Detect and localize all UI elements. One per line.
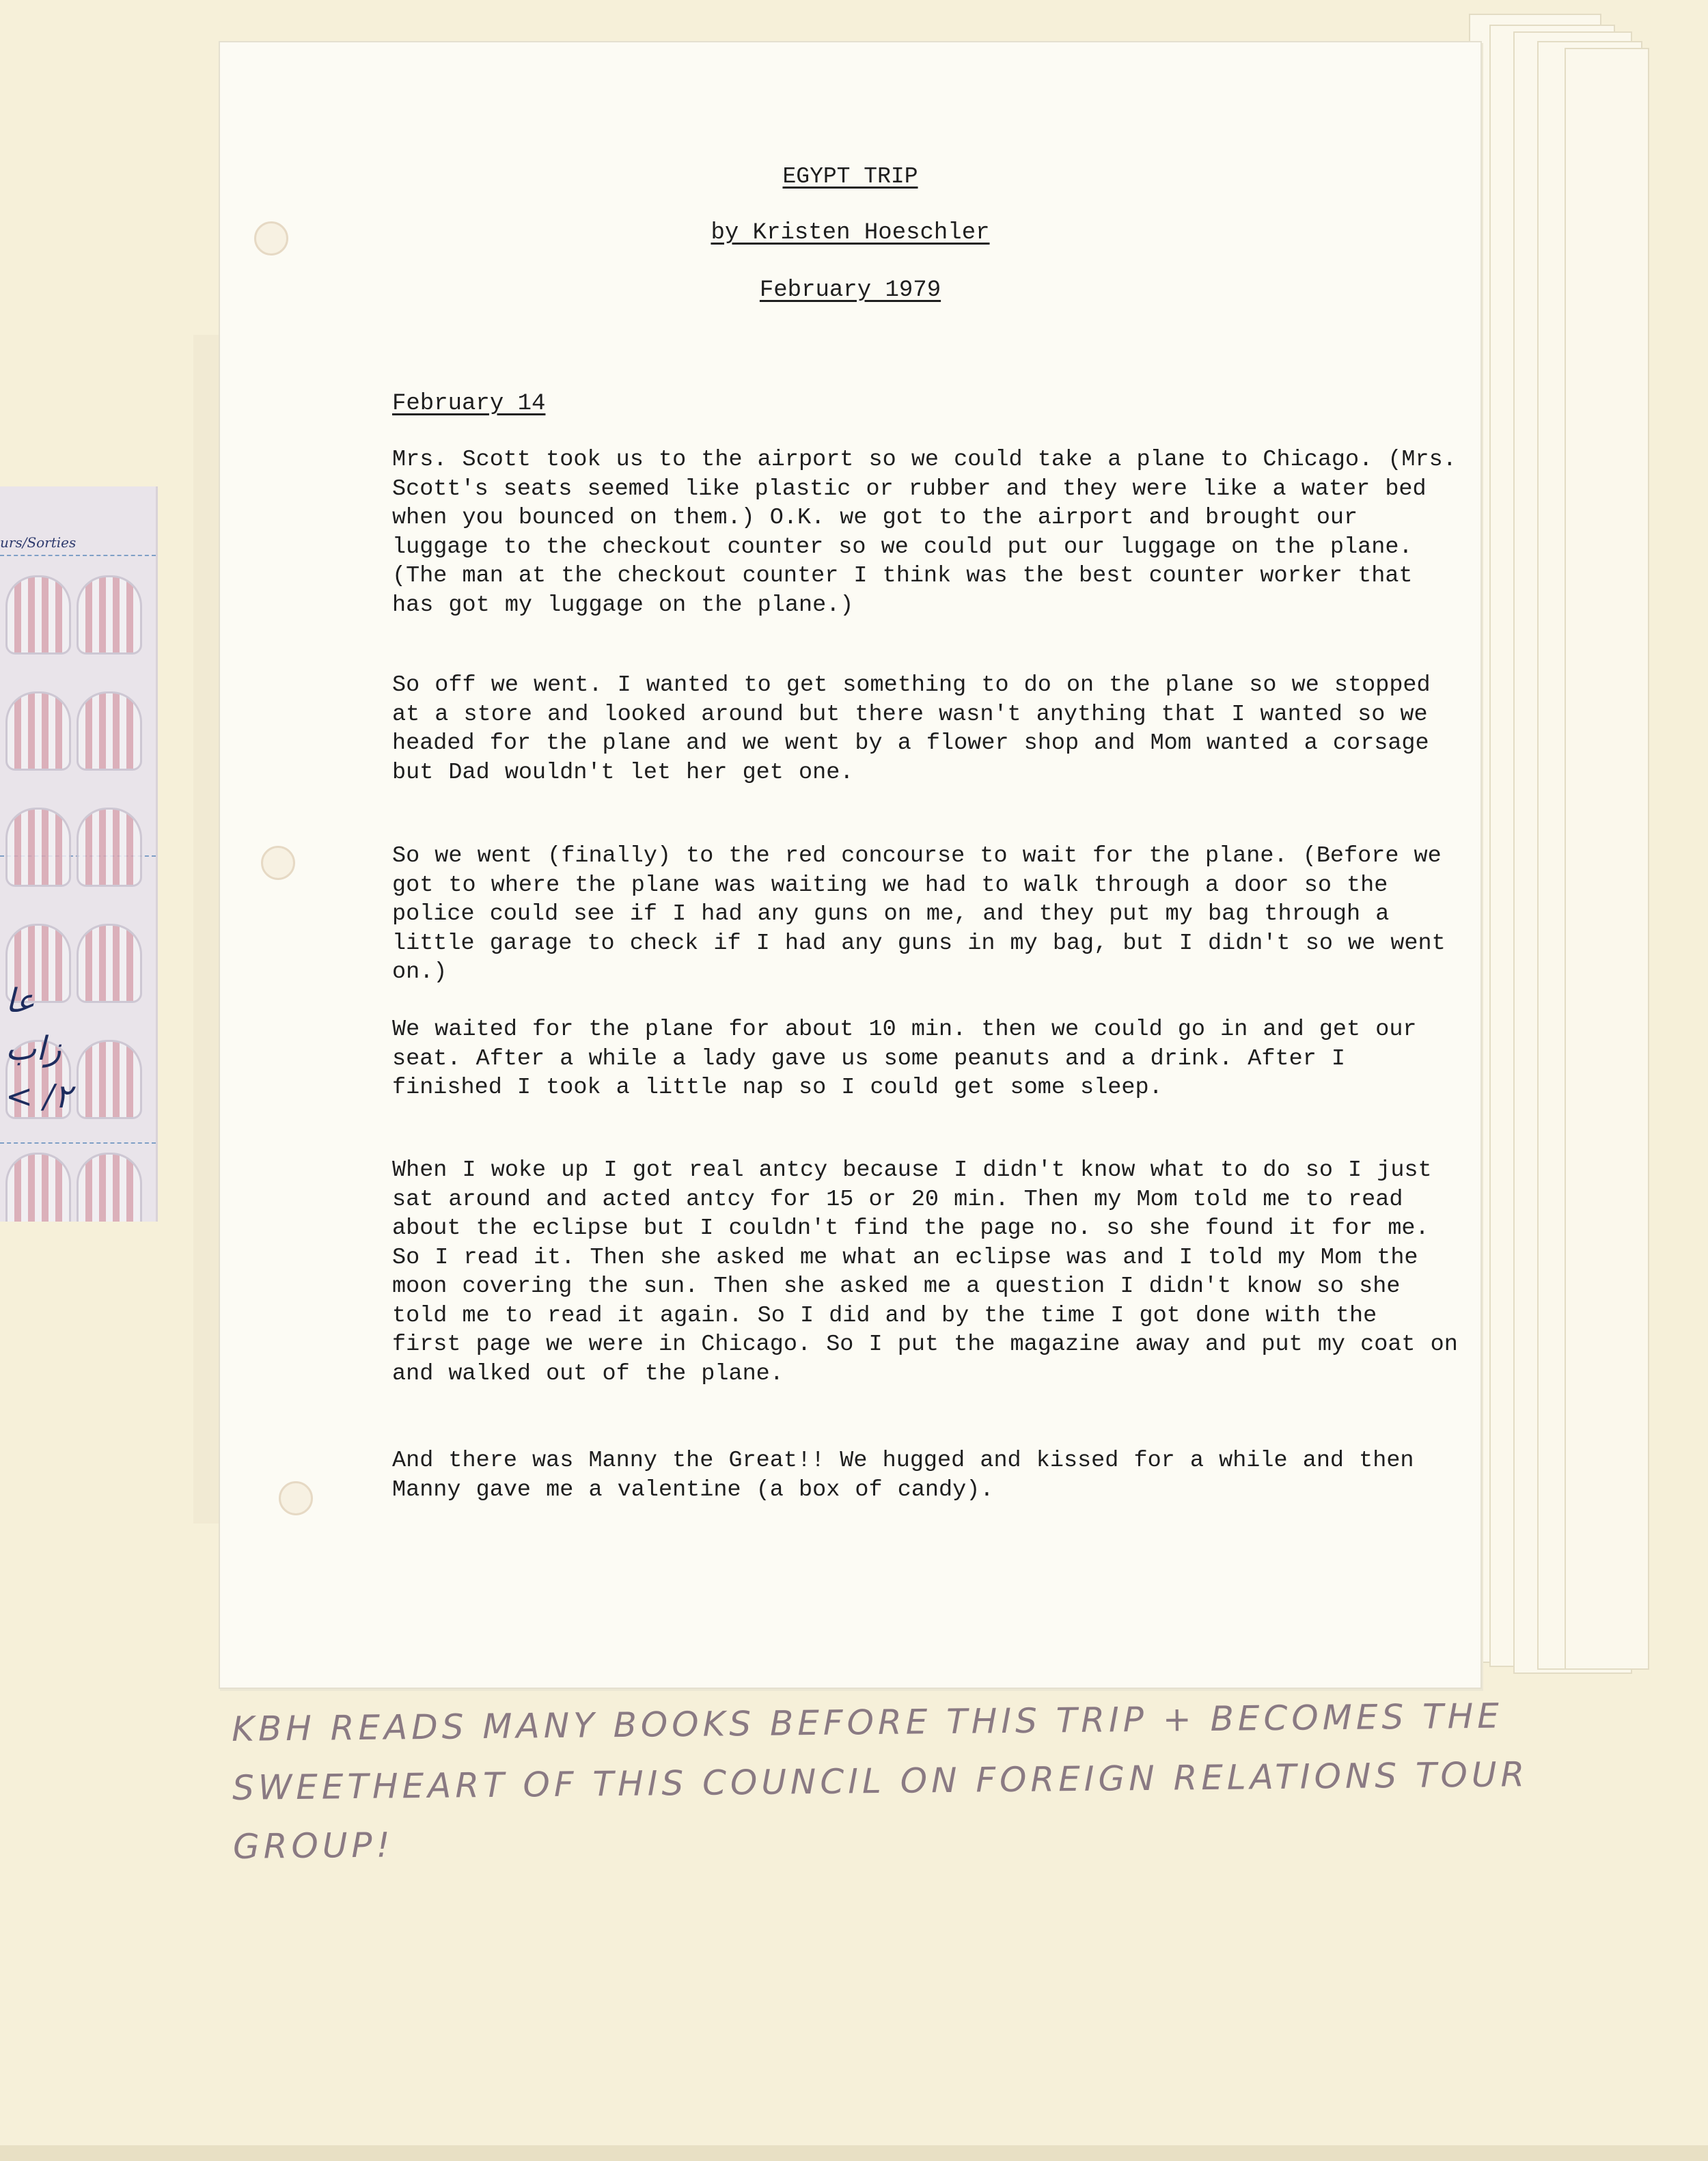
document-byline (220, 220, 1480, 246)
stamp-handwriting-line: < /٢ (5, 1077, 72, 1116)
paragraph: We waited for the plane for about 10 min. then we could go in and get our seat. After a while a lady gave us some peanuts and a drink. After I finished I took a little nap so I could get some sleep. (392, 1017, 1417, 1101)
stamp-perforation (0, 1142, 156, 1144)
liberty-bell-stamp-icon (77, 575, 142, 655)
liberty-bell-stamp-icon (77, 691, 142, 771)
paragraph: When I woke up I got real antcy because I didn't know what to do so I just sat around and acted antcy for 15 or 20 min. Then my Mom told me to read about the eclipse but I couldn't find the page no. so she found it for me. So I read it. Then she asked me what an eclipse was and I told my Mom the moon covering the sun. Then she asked me a question I didn't know so she told me to read it again. So I did and by the time I got done with the first page we were in Chicago. So I put the magazine away and put my coat on and walked out of the plane. (392, 1157, 1458, 1387)
document-title (220, 164, 1480, 189)
liberty-bell-stamp-icon (5, 808, 71, 887)
liberty-bell-stamp-icon (5, 575, 71, 655)
punch-hole-icon (261, 846, 295, 880)
document-title-text: EGYPT TRIP (782, 164, 918, 189)
paragraph: So we went (finally) to the red concourse to wait for the plane. (Before we got to where the plane was waiting we had to walk through a door so the police could see if I had any guns on me, and they put my bag through a little garage to check if I had any guns in my bag, but I didn't so we went on.) (392, 843, 1446, 985)
bottom-edge (0, 2145, 1708, 2161)
paragraph: And there was Manny the Great!! We hugged and kissed for a while and then Manny gave me a valentine (a box of candy). (392, 1448, 1414, 1503)
typed-page (219, 41, 1482, 1689)
liberty-bell-stamp-icon (5, 1153, 71, 1222)
document-date-text: February 1979 (759, 277, 941, 303)
handwritten-note: KBH READS MANY BOOKS BEFORE THIS TRIP + BECOMES THE SWEETHEART OF THIS COUNCIL ON FOREIGN RELATIONS TOUR GROUP! (231, 1696, 1529, 1867)
document-date (220, 277, 1480, 303)
entry-date: February 14 (392, 391, 546, 417)
paragraph: Mrs. Scott took us to the airport so we could take a plane to Chicago. (Mrs. Scott's seats seemed like plastic or rubber and they were like a water bed when you bounced on them.) O.K. we got to the airport and brought our luggage to the checkout counter so we could put our luggage on the plane. (The man at the checkout counter I think was the best counter worker that has got my luggage on the plane.) (392, 447, 1457, 618)
liberty-bell-stamp-icon (77, 1153, 142, 1222)
punch-hole-icon (279, 1481, 313, 1515)
liberty-bell-stamp-icon (5, 691, 71, 771)
stamp-handwriting-line: عا (5, 982, 36, 1020)
stamp-handwriting (5, 977, 142, 1120)
liberty-bell-stamp-icon (77, 808, 142, 887)
stamp-sheet-label: urs/Sorties (0, 534, 77, 551)
paragraph: So off we went. I wanted to get something to do on the plane so we stopped at a store and looked around but there wasn't anything that I wanted so we headed for the plane and we went by a flower shop and Mom wanted a corsage but Dad wouldn't let her get one. (392, 672, 1431, 786)
document-byline-text: by Kristen Hoeschler (711, 220, 990, 246)
stamp-handwriting-line: زاب (5, 1030, 61, 1068)
stacked-sheet (1565, 48, 1649, 1670)
stamp-perforation (0, 555, 156, 556)
